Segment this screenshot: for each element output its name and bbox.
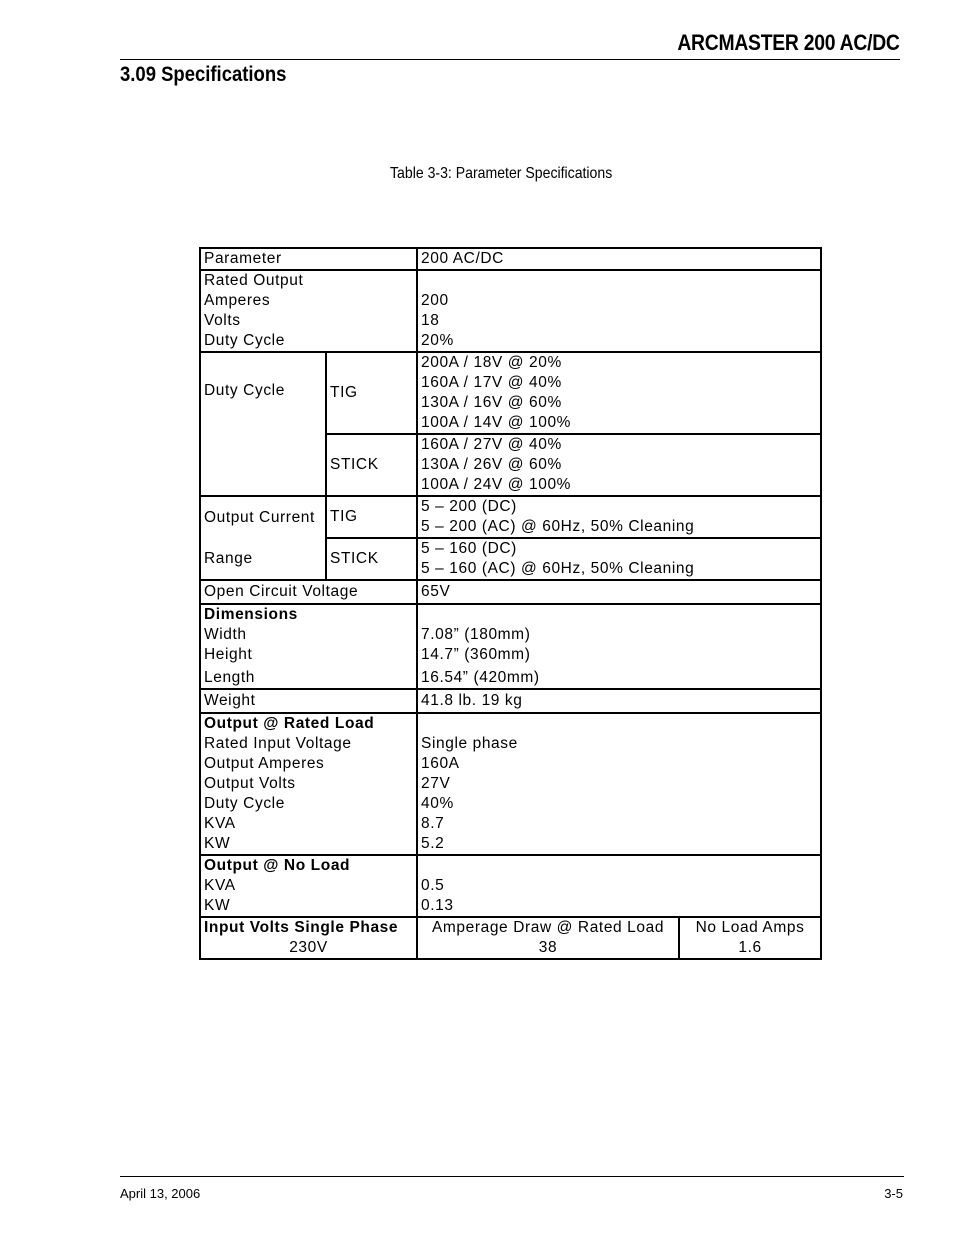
input-volts-heading: Input Volts Single Phase — [204, 919, 399, 936]
document-header-title: ARCMASTER 200 AC/DC — [677, 30, 900, 55]
no-load-heading: Output @ No Load — [204, 857, 351, 874]
ocv-value: 65V — [417, 580, 821, 604]
no-load-amps-heading: No Load Amps — [695, 919, 805, 936]
stick-duty-value: 130A / 26V @ 60% — [421, 456, 562, 473]
table-row — [200, 352, 821, 434]
amperes-value: 200 — [421, 292, 449, 309]
ocv-label: Open Circuit Voltage — [200, 580, 417, 604]
rated-load-label: Output Amperes — [204, 755, 325, 772]
table-row — [200, 855, 821, 917]
rated-load-value: Single phase — [421, 735, 518, 752]
duty-cycle-tig-label: TIG — [326, 352, 417, 434]
tig-duty-value: 100A / 14V @ 100% — [421, 414, 572, 431]
output-current-stick-values — [417, 538, 821, 580]
volts-label: Volts — [204, 312, 241, 329]
footer-date: April 13, 2006 — [120, 1186, 201, 1201]
dimensions-heading: Dimensions — [204, 606, 298, 623]
duty-cycle-group-label: Duty Cycle — [200, 352, 326, 496]
footer-rule — [120, 1176, 904, 1177]
stick-duty-value: 100A / 24V @ 100% — [421, 476, 572, 493]
range-label: Range — [200, 538, 326, 580]
amperes-label: Amperes — [204, 292, 271, 309]
tig-duty-value: 130A / 16V @ 60% — [421, 394, 562, 411]
input-volts-value: 230V — [289, 939, 328, 956]
table-caption: Table 3-3: Parameter Specifications — [390, 165, 613, 182]
amperage-draw-cell — [417, 917, 679, 959]
table-row — [200, 713, 821, 855]
width-value: 7.08” (180mm) — [421, 626, 531, 643]
rated-load-label: Duty Cycle — [204, 795, 285, 812]
rated-load-value: 40% — [421, 795, 454, 812]
stick-current-value: 5 – 160 (AC) @ 60Hz, 50% Cleaning — [421, 560, 695, 577]
no-load-amps-cell — [679, 917, 821, 959]
rated-load-value: 5.2 — [421, 835, 445, 852]
tig-duty-value: 200A / 18V @ 20% — [421, 354, 562, 371]
length-label: Length — [204, 669, 256, 686]
amperage-draw-heading: Amperage Draw @ Rated Load — [431, 919, 665, 936]
no-load-value: 0.5 — [421, 877, 445, 894]
table-row — [200, 580, 821, 604]
output-current-stick-label: STICK — [326, 538, 417, 580]
rated-load-value: 8.7 — [421, 815, 445, 832]
header-rule — [120, 59, 900, 60]
rated-output-labels — [200, 270, 417, 352]
volts-value: 18 — [421, 312, 440, 329]
dimensions-labels — [200, 604, 417, 689]
rated-output-values — [417, 270, 821, 352]
duty-cycle-label: Duty Cycle — [204, 332, 285, 349]
rated-load-values — [417, 713, 821, 855]
rated-load-label: Output Volts — [204, 775, 296, 792]
duty-cycle-tig-values — [417, 352, 821, 434]
duty-cycle-value: 20% — [421, 332, 454, 349]
stick-duty-value: 160A / 27V @ 40% — [421, 436, 562, 453]
param-header-cell: Parameter — [200, 248, 417, 270]
input-volts-cell — [200, 917, 417, 959]
rated-load-value: 27V — [421, 775, 451, 792]
weight-value: 41.8 lb. 19 kg — [417, 689, 821, 713]
height-value: 14.7” (360mm) — [421, 646, 531, 663]
output-current-tig-label: TIG — [326, 496, 417, 538]
length-value: 16.54” (420mm) — [421, 669, 540, 686]
amperage-draw-value: 38 — [538, 939, 558, 956]
rated-load-heading: Output @ Rated Load — [204, 715, 375, 732]
table-row — [200, 689, 821, 713]
rated-output-label: Rated Output — [204, 272, 304, 289]
table-row — [200, 538, 821, 580]
dimensions-values — [417, 604, 821, 689]
output-current-tig-values — [417, 496, 821, 538]
rated-load-label: KVA — [204, 815, 236, 832]
duty-cycle-stick-values — [417, 434, 821, 496]
rated-load-value: 160A — [421, 755, 460, 772]
no-load-values — [417, 855, 821, 917]
rated-load-labels — [200, 713, 417, 855]
no-load-label: KVA — [204, 877, 236, 894]
tig-duty-value: 160A / 17V @ 40% — [421, 374, 562, 391]
table-row — [200, 248, 821, 270]
weight-label: Weight — [200, 689, 417, 713]
table-row — [200, 496, 821, 538]
no-load-label: KW — [204, 897, 231, 914]
parameter-spec-table — [199, 247, 822, 960]
no-load-amps-value: 1.6 — [738, 939, 762, 956]
value-header-cell: 200 AC/DC — [417, 248, 821, 270]
table-row — [200, 270, 821, 352]
height-label: Height — [204, 646, 253, 663]
width-label: Width — [204, 626, 247, 643]
rated-load-label: Rated Input Voltage — [204, 735, 352, 752]
tig-current-value: 5 – 200 (DC) — [421, 498, 517, 515]
no-load-labels — [200, 855, 417, 917]
table-row — [200, 604, 821, 689]
output-current-label: Output Current — [200, 496, 326, 538]
no-load-value: 0.13 — [421, 897, 454, 914]
section-title: 3.09 Specifications — [120, 63, 287, 86]
stick-current-value: 5 – 160 (DC) — [421, 540, 517, 557]
table-row — [200, 917, 821, 959]
duty-cycle-stick-label: STICK — [326, 434, 417, 496]
page-number: 3-5 — [884, 1186, 903, 1201]
rated-load-label: KW — [204, 835, 231, 852]
tig-current-value: 5 – 200 (AC) @ 60Hz, 50% Cleaning — [421, 518, 695, 535]
